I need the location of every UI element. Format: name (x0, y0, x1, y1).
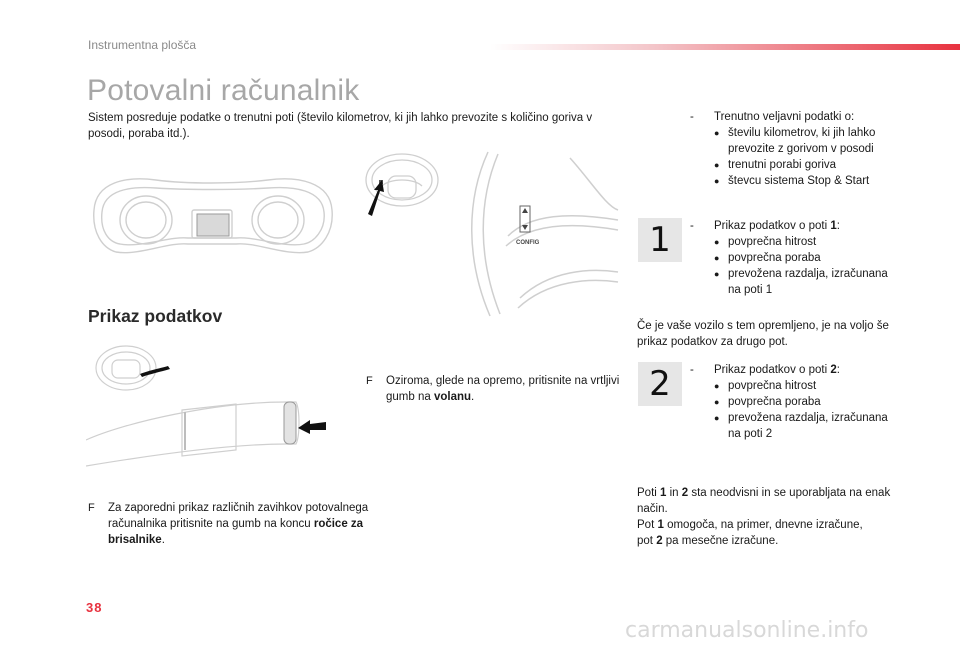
second-trip-note: Če je vaše vozilo s tem opremljeno, je na voljo še prikaz podatkov za drugo pot. (637, 320, 889, 348)
list-item: ● številu kilometrov, ki jih lahko prevozite z gorivom v posodi (714, 125, 890, 157)
list-item: ● prevožena razdalja, izračunana na poti 2 (714, 410, 890, 442)
header-accent-bar (490, 44, 960, 50)
scroll-up-icon (522, 208, 528, 213)
trip-2-badge: 2 (638, 362, 682, 406)
page-title: Potovalni računalnik (87, 74, 360, 107)
current-data-list: - Trenutno veljavni podatki o: ● številu kilometrov, ki jih lahko prevozite z gorivom v posodi ● trenutni porabi goriva ● števcu sistema Stop & Start (690, 109, 890, 189)
list-item: ● prevožena razdalja, izračunana na poti 1 (714, 266, 890, 298)
trip-1-lead: Prikaz podatkov o poti 1: (714, 220, 840, 232)
wheel-instruction: F Oziroma, glede na opremo, pritisnite na vrtljivi gumb na volanu. (366, 375, 620, 403)
stalk-instruction: F Za zaporedni prikaz različnih zavihkov potovalnega računalnika pritisnite na gumb na koncu ročice za brisalnike. (88, 502, 369, 546)
stalk-end-button (284, 402, 296, 444)
trip-2-lead: Prikaz podatkov o poti 2: (714, 364, 840, 376)
intro-paragraph: Sistem posreduje podatke o trenutni poti (število kilometrov, ki jih lahko prevozite s količino goriva v posodi, poraba itd.). (88, 112, 593, 140)
header-section-title: Instrumentna plošča (88, 38, 197, 52)
steering-wheel-illustration (362, 150, 442, 220)
scroll-down-icon (522, 225, 528, 230)
bullet-marker-icon: F (366, 375, 373, 387)
current-data-lead: Trenutno veljavni podatki o: (714, 111, 855, 123)
trips-independent-note: Poti 1 in 2 sta neodvisni in se uporabljata na enak način. Pot 1 omogoča, na primer, dnevne izračune, pot 2 pa mesečne izračune. (637, 487, 891, 547)
list-item: ● povprečna hitrost (714, 378, 890, 394)
section-heading: Prikaz podatkov (88, 306, 223, 326)
wheel-button-closeup-illustration (460, 150, 620, 318)
watermark: carmanualsonline.info (625, 618, 869, 643)
list-item: ● povprečna poraba (714, 250, 890, 266)
pointer-arrow-icon (368, 180, 384, 216)
bullet-marker-icon: F (88, 502, 95, 514)
list-item: ● povprečna poraba (714, 394, 890, 410)
config-button-label: CONFIG (516, 240, 540, 246)
page-number: 38 (86, 600, 103, 615)
trip-1-list: - Prikaz podatkov o poti 1: ● povprečna hitrost ● povprečna poraba ● prevožena razdalja, izračunana na poti 1 (690, 218, 890, 298)
wiper-stalk-illustration (86, 340, 336, 476)
trip-2-list: - Prikaz podatkov o poti 2: ● povprečna hitrost ● povprečna poraba ● prevožena razdalja, izračunana na poti 2 (690, 362, 890, 442)
list-item: ● trenutni porabi goriva (714, 157, 890, 173)
instrument-cluster-illustration (86, 170, 338, 266)
cluster-display-screen (197, 214, 229, 236)
trip-1-badge: 1 (638, 218, 682, 262)
pointer-arrow-icon (298, 420, 326, 434)
list-item: ● števcu sistema Stop & Start (714, 173, 890, 189)
list-item: ● povprečna hitrost (714, 234, 890, 250)
